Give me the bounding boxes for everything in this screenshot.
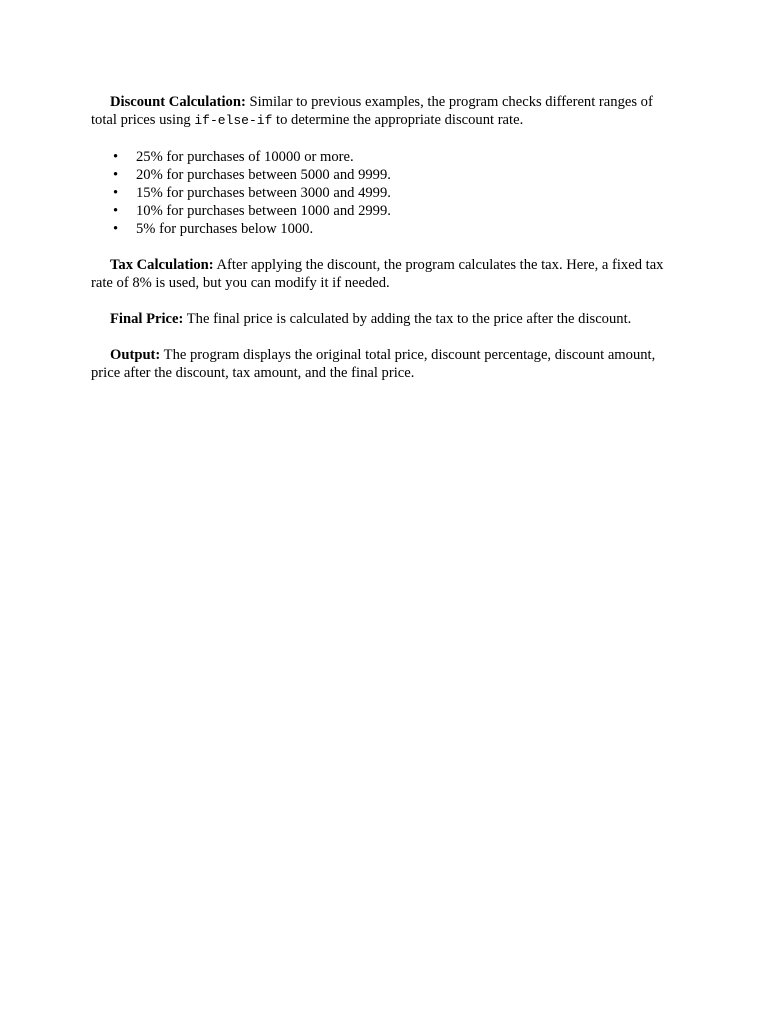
discount-calculation-heading: Discount Calculation: — [110, 94, 246, 110]
list-item-text: 10% for purchases between 1000 and 2999. — [136, 203, 391, 219]
tax-calculation-heading: Tax Calculation: — [110, 257, 214, 273]
tax-calculation-text: After applying the discount, the program calculates the tax. Here, a fixed tax rate of 8% is used, but you can modify it if needed. — [91, 257, 664, 291]
list-item-text: 15% for purchases between 3000 and 4999. — [136, 185, 391, 201]
output-text: The program displays the original total price, discount percentage, discount amount, price after the discount, tax amount, and the final price. — [91, 347, 656, 381]
list-item-text: 5% for purchases below 1000. — [136, 221, 314, 237]
document-page — [91, 93, 681, 400]
bullet-icon: • — [113, 149, 119, 165]
output-paragraph — [91, 346, 681, 382]
bullet-icon: • — [113, 221, 119, 237]
discount-calculation-paragraph — [91, 93, 681, 130]
list-item — [91, 220, 681, 238]
list-item — [91, 202, 681, 220]
list-item-text: 20% for purchases between 5000 and 9999. — [136, 167, 391, 183]
final-price-text: The final price is calculated by adding the tax to the price after the discount. — [183, 311, 632, 327]
output-heading: Output: — [110, 347, 161, 363]
discount-calculation-text-end: to determine the appropriate discount rate. — [272, 112, 524, 128]
list-item — [91, 148, 681, 166]
final-price-heading: Final Price: — [110, 311, 184, 327]
discount-calculation-text: Similar to previous examples, the program checks different ranges of total prices using — [91, 94, 653, 128]
list-item — [91, 184, 681, 202]
tax-calculation-paragraph — [91, 256, 681, 292]
bullet-icon: • — [113, 185, 119, 201]
discount-tier-list — [91, 148, 681, 238]
if-else-if-code: if-else-if — [194, 113, 273, 128]
list-item-text: 25% for purchases of 10000 or more. — [136, 149, 354, 165]
final-price-paragraph — [91, 310, 681, 328]
bullet-icon: • — [113, 203, 119, 219]
list-item — [91, 166, 681, 184]
bullet-icon: • — [113, 167, 119, 183]
